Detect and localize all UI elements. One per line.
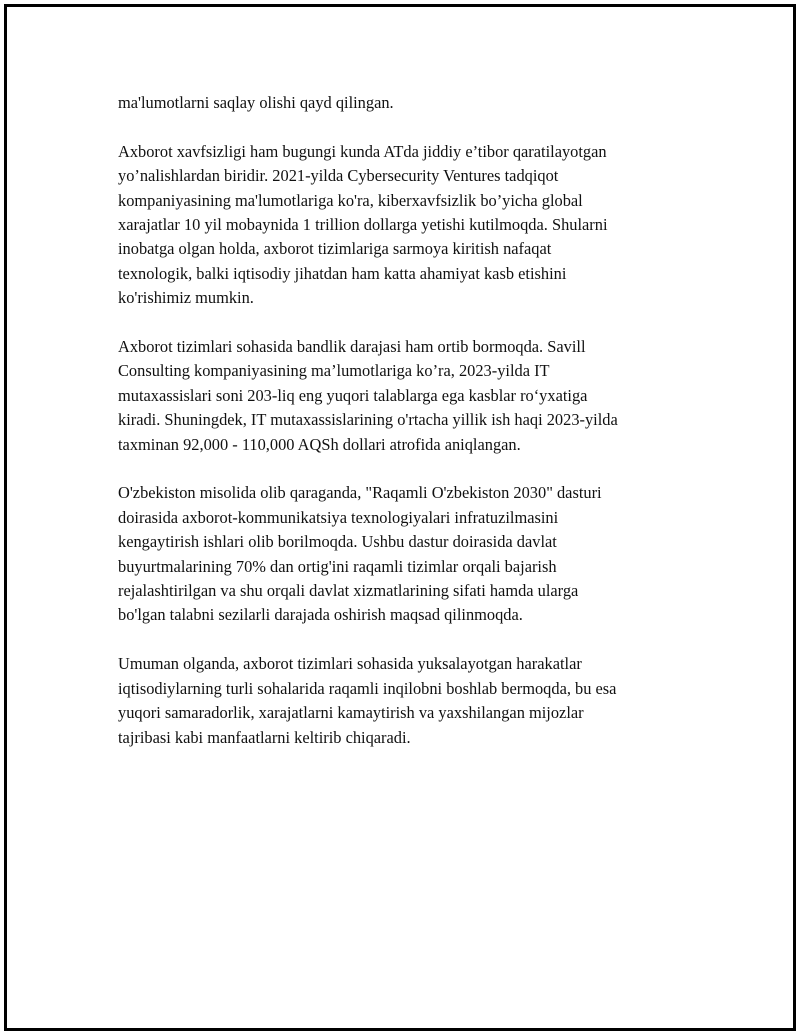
text-line: Consulting kompaniyasining ma’lumotlariga ko’ra, 2023-yilda IT (118, 361, 550, 381)
text-line: inobatga olgan holda, axborot tizimlariga sarmoya kiritish nafaqat (118, 239, 552, 259)
paragraph (118, 91, 698, 115)
text-line: doirasida axborot-kommunikatsiya texnologiyalari infratuzilmasini (118, 507, 559, 527)
text-line: taxminan 92,000 - 110,000 AQSh dollari atrofida aniqlangan. (118, 434, 521, 454)
text-line: kompaniyasining ma'lumotlariga ko'ra, kiberxavfsizlik bo’yicha global (118, 190, 583, 210)
text-line: iqtisodiylarning turli sohalarida raqamli inqilobni boshlab bermoqda, bu esa (118, 678, 617, 698)
text-line: Umuman olganda, axborot tizimlari sohasida yuksalayotgan harakatlar (118, 654, 582, 674)
paragraph (118, 335, 698, 457)
paragraph (118, 652, 698, 750)
text-line: mutaxassislari soni 203-liq eng yuqori talablarga ega kasblar ro‘yxatiga (118, 385, 588, 405)
text-line: texnologik, balki iqtisodiy jihatdan ham katta ahamiyat kasb etishini (118, 263, 567, 283)
text-line: rejalashtirilgan va shu orqali davlat xizmatlarining sifati hamda ularga (118, 581, 579, 601)
text-line: ko'rishimiz mumkin. (118, 288, 254, 308)
text-line: yo’nalishlardan biridir. 2021-yilda Cybersecurity Ventures tadqiqot (118, 166, 559, 186)
text-line: O'zbekiston misolida olib qaraganda, "Raqamli O'zbekiston 2030" dasturi (118, 483, 602, 503)
paragraph (118, 481, 698, 627)
text-line: Axborot tizimlari sohasida bandlik darajasi ham ortib bormoqda. Savill (118, 337, 586, 357)
text-line: bo'lgan talabni sezilarli darajada oshirish maqsad qilinmoqda. (118, 605, 523, 625)
text-line: xarajatlar 10 yil mobaynida 1 trillion dollarga yetishi kutilmoqda. Shularni (118, 215, 608, 235)
document-body (118, 91, 698, 774)
text-line: kiradi. Shuningdek, IT mutaxassislarining o'rtacha yillik ish haqi 2023-yilda (118, 410, 618, 430)
text-line: kengaytirish ishlari olib borilmoqda. Ushbu dastur doirasida davlat (118, 532, 557, 552)
text-line: tajribasi kabi manfaatlarni keltirib chiqaradi. (118, 727, 411, 747)
text-line: yuqori samaradorlik, xarajatlarni kamaytirish va yaxshilangan mijozlar (118, 703, 584, 723)
paragraph (118, 140, 698, 311)
text-line: buyurtmalarining 70% dan ortig'ini raqamli tizimlar orqali bajarish (118, 556, 557, 576)
text-line: Axborot xavfsizligi ham bugungi kunda ATda jiddiy e’tibor qaratilayotgan (118, 141, 607, 161)
text-line: ma'lumotlarni saqlay olishi qayd qilingan. (118, 93, 394, 112)
